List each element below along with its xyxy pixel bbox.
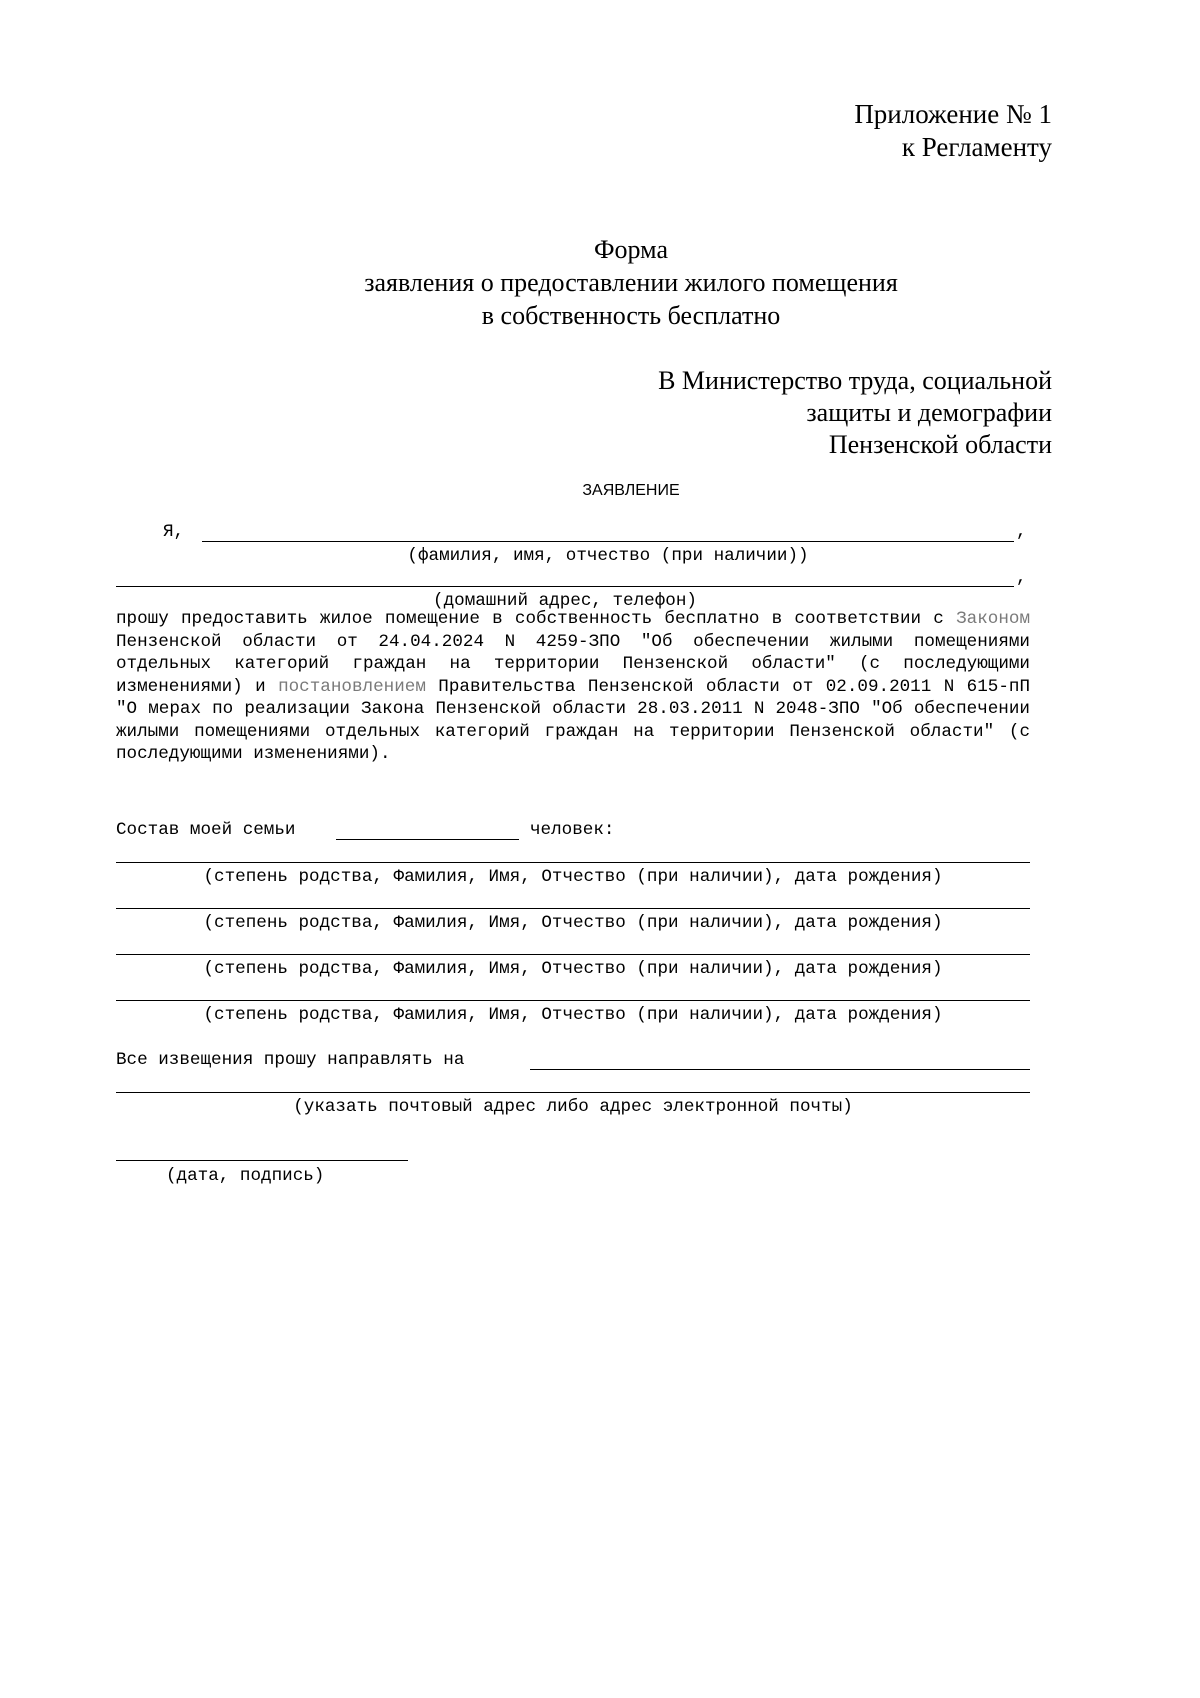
notifications-address-field[interactable] xyxy=(530,1069,1030,1070)
request-text-3: Правительства Пензенской области от 02.09.2011 N 615-пП "О мерах по реализации Закона Пензенской области 28.03.2011 N 2048-ЗПО "Об обеспечении жилыми помещениями отдельных категорий граждан на территории Пензенской области" (с последующими изменениями). xyxy=(116,676,1031,764)
addressee-block xyxy=(658,365,1052,461)
applicant-address-field[interactable] xyxy=(116,586,1014,587)
family-member-field-3[interactable] xyxy=(116,954,1030,955)
family-unit: человек: xyxy=(530,820,615,840)
law-link[interactable]: Законом xyxy=(956,609,1030,629)
request-text-1: прошу предоставить жилое помещение в собственность бесплатно в соответствии с xyxy=(116,609,957,629)
form-title-line-2: заявления о предоставлении жилого помещения xyxy=(364,268,898,297)
addressee-line-1: В Министерство труда, социальной xyxy=(658,366,1052,395)
form-title xyxy=(0,233,1200,332)
family-member-caption-1: (степень родства, Фамилия, Имя, Отчество (при наличии), дата рождения) xyxy=(203,867,943,887)
signature-caption: (дата, подпись) xyxy=(166,1166,325,1186)
family-member-field-2[interactable] xyxy=(116,908,1030,909)
address-caption: (домашний адрес, телефон) xyxy=(433,591,697,611)
addressee-line-2: защиты и демографии xyxy=(806,398,1052,427)
form-title-line-3: в собственность бесплатно xyxy=(481,301,781,330)
request-paragraph xyxy=(116,608,1030,766)
family-count-field[interactable] xyxy=(336,839,519,840)
family-member-caption-3: (степень родства, Фамилия, Имя, Отчество (при наличии), дата рождения) xyxy=(203,959,943,979)
document-heading: ЗАЯВЛЕНИЕ xyxy=(582,482,680,499)
family-member-caption-4: (степень родства, Фамилия, Имя, Отчество (при наличии), дата рождения) xyxy=(203,1005,943,1025)
applicant-prefix: Я, xyxy=(163,522,185,542)
notifications-label: Все извещения прошу направлять на xyxy=(116,1050,465,1070)
notifications-caption: (указать почтовый адрес либо адрес электронной почты) xyxy=(293,1097,853,1117)
request-text-2: Пензенской области от 24.04.2024 N 4259-ЗПО "Об обеспечении жилыми помещениями отдельных категорий граждан на территории Пензенской области" (с последующими изменениями) и xyxy=(116,631,1030,697)
decree-link[interactable]: постановлением xyxy=(278,676,426,697)
addressee-line-3: Пензенской области xyxy=(828,430,1052,459)
notifications-address-field-2[interactable] xyxy=(116,1092,1030,1093)
signature-field[interactable] xyxy=(116,1160,408,1161)
family-label: Состав моей семьи xyxy=(116,820,296,840)
family-member-field-4[interactable] xyxy=(116,1000,1030,1001)
family-member-caption-2: (степень родства, Фамилия, Имя, Отчество (при наличии), дата рождения) xyxy=(203,913,943,933)
appendix-reference: к Регламенту xyxy=(901,132,1052,162)
family-member-field-1[interactable] xyxy=(116,862,1030,863)
appendix-number: Приложение № 1 xyxy=(854,99,1052,129)
applicant-name-field[interactable] xyxy=(202,541,1014,542)
comma: , xyxy=(1016,522,1027,542)
form-title-line-1: Форма xyxy=(594,235,668,264)
name-caption: (фамилия, имя, отчество (при наличии)) xyxy=(407,546,809,566)
appendix-block xyxy=(854,98,1052,164)
comma: , xyxy=(1016,568,1027,588)
